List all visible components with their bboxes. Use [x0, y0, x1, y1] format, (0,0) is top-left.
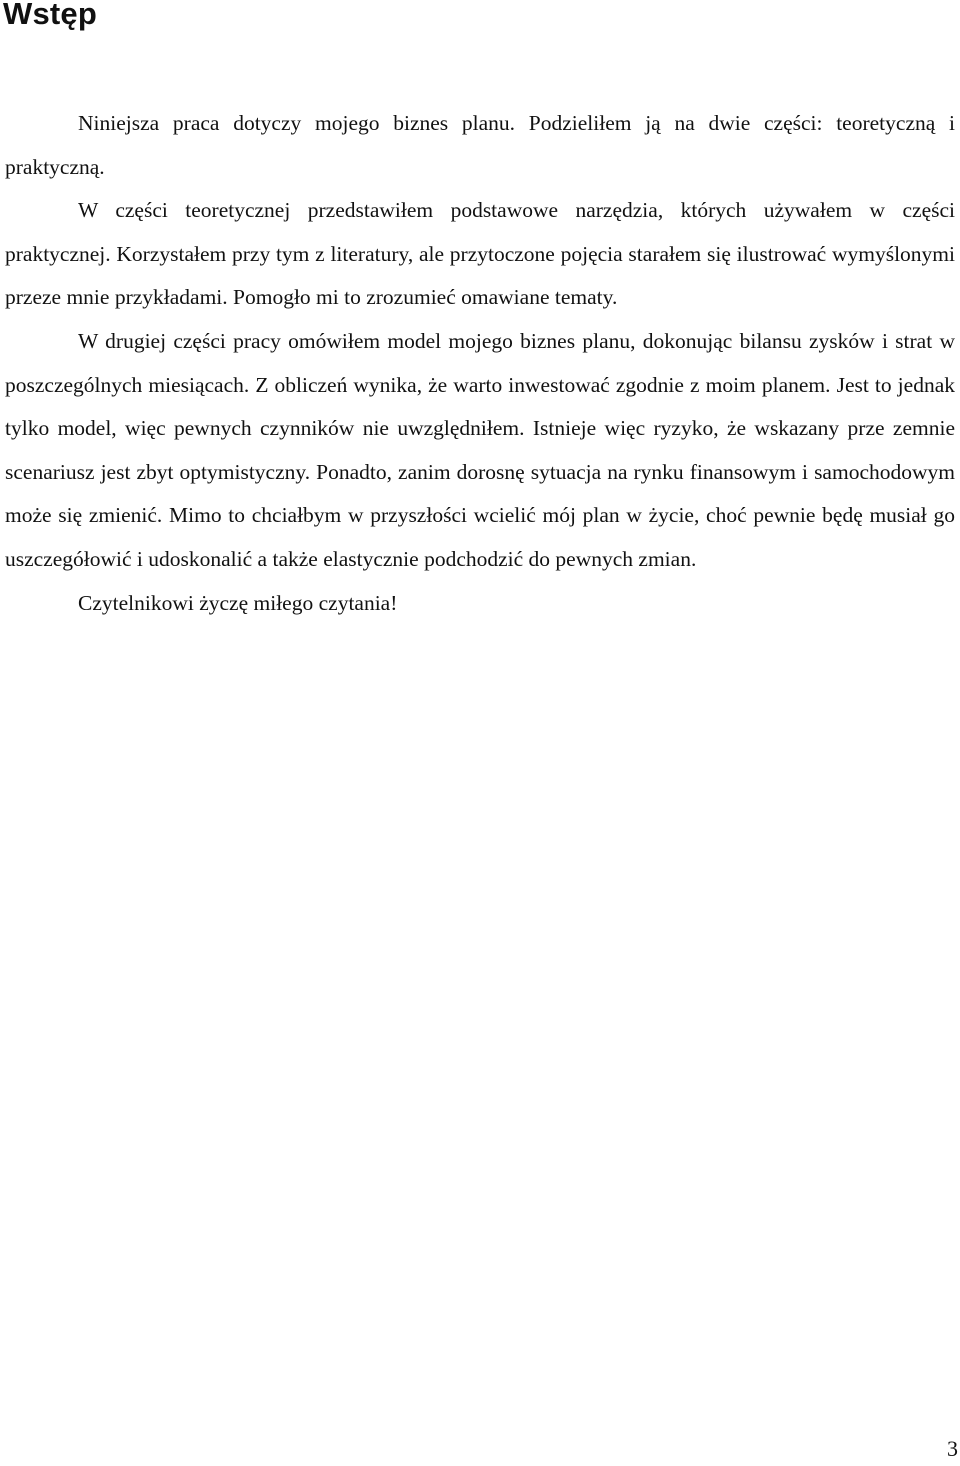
paragraph-introduction: Niniejsza praca dotyczy mojego biznes planu. Podzieliłem ją na dwie części: teoretyczną i praktyczną. — [5, 111, 955, 179]
page-title: Wstęp — [3, 0, 97, 31]
document-body — [5, 102, 955, 625]
page-number: 3 — [947, 1436, 958, 1461]
paragraph-practical-part: W drugiej części pracy omówiłem model mojego biznes planu, dokonując bilansu zysków i strat w poszczególnych miesiącach. Z obliczeń wynika, że warto inwestować zgodnie z moim planem. Jest to jednak tylko model, więc pewnych czynników nie uwzględniłem. Istnieje więc ryzyko, że wskazany prze zemnie scenariusz jest zbyt optymistyczny. Ponadto, zanim dorosnę sytuacja na rynku finansowym i samochodowym może się zmienić. Mimo to chciałbym w przyszłości wcielić mój plan w życie, choć pewnie będę musiał go uszczegółowić i udoskonalić a także elastycznie podchodzić do pewnych zmian. — [5, 328, 955, 571]
closing-line: Czytelnikowi życzę miłego czytania! — [78, 590, 398, 615]
paragraph-theoretical-part: W części teoretycznej przedstawiłem podstawowe narzędzia, których używałem w części praktycznej. Korzystałem przy tym z literatury, ale przytoczone pojęcia starałem się ilustrować wymyślonymi przeze mnie przykładami. Pomogło mi to zrozumieć omawiane tematy. — [5, 198, 955, 310]
